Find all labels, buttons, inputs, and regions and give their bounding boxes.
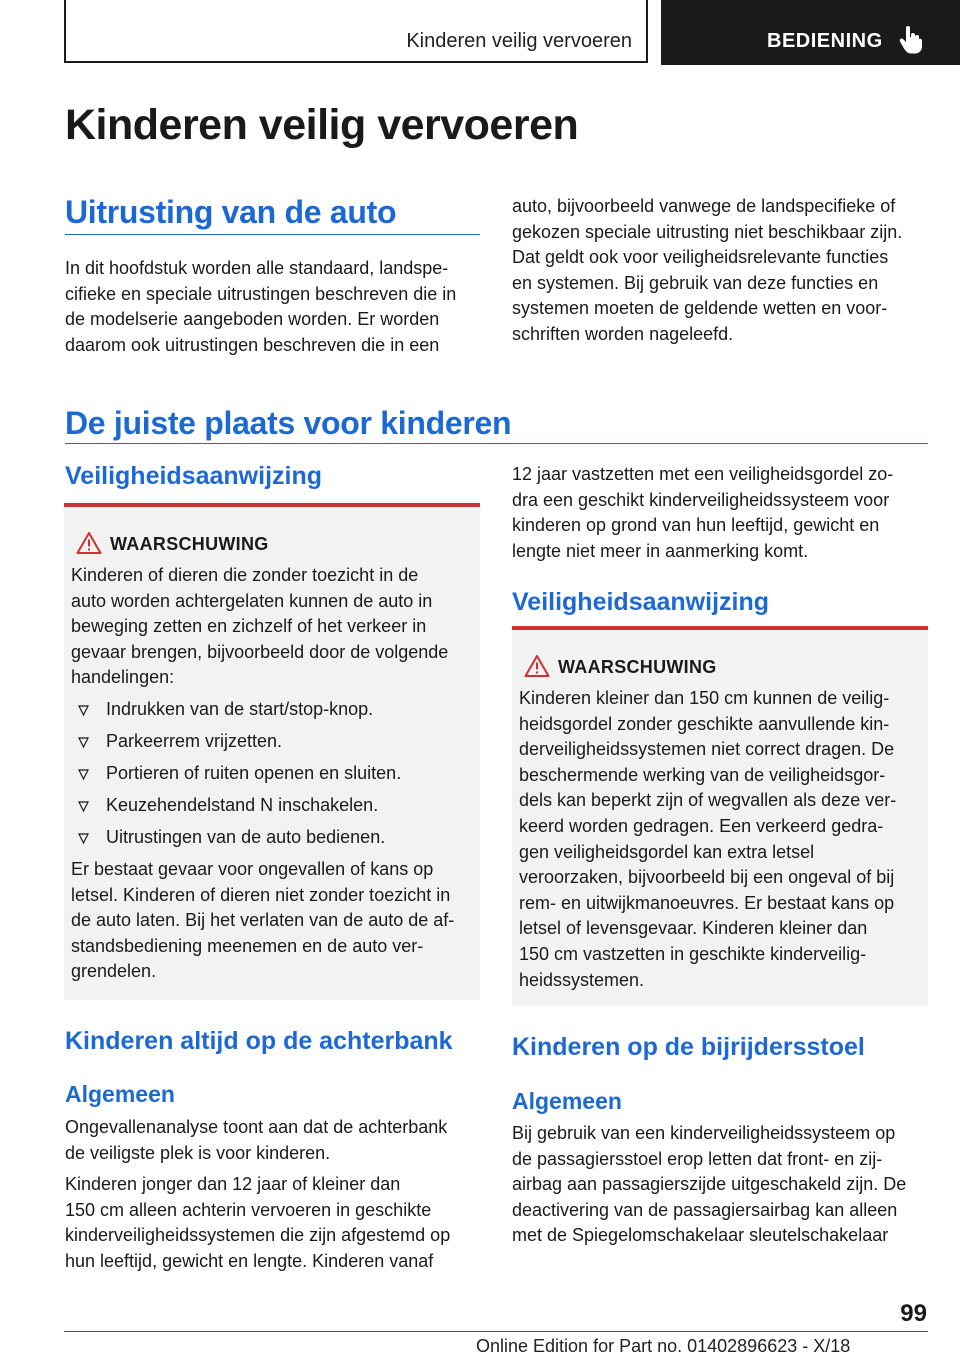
section-rule: [65, 443, 928, 444]
warning-triangle-icon: [524, 654, 550, 678]
warning-label: WAARSCHUWING: [558, 657, 717, 677]
backseat-paragraph-2: Kinderen jonger dan 12 jaar of kleiner dan 150 cm alleen achterin vervoeren in geschikte kinderveiligheidssystemen die zijn afgestemd op hun leeftijd, gewicht en lengte. Kinderen vanaf: [65, 1174, 451, 1271]
section-rule: [65, 234, 480, 235]
triangle-bullet-icon: [78, 801, 89, 812]
triangle-bullet-icon: [78, 737, 89, 748]
footer-edition: Online Edition for Part no. 01402896623 - X/18: [476, 1336, 851, 1356]
backseat-paragraph-1: Ongevallenanalyse toont aan dat de achterbank de veiligste plek is voor kinderen.: [65, 1117, 448, 1163]
backseat-title: Kinderen altijd op de achterbank: [65, 1027, 453, 1055]
warning-action-list: [78, 697, 401, 857]
page-title: Kinderen veilig vervoeren: [65, 101, 579, 149]
page-number: 99: [900, 1300, 927, 1327]
list-item: Parkeerrem vrijzetten.: [78, 729, 401, 761]
header-chapter-title: Kinderen veilig vervoeren: [406, 30, 632, 52]
warning-box-seatbelt: [512, 626, 928, 1006]
safety-heading-right: Veiligheidsaanwijzing: [512, 588, 770, 616]
footer-rule: [64, 1331, 928, 1332]
passenger-subtitle: Algemeen: [512, 1088, 622, 1114]
safety-heading-left: Veiligheidsaanwijzing: [65, 462, 323, 490]
triangle-bullet-icon: [78, 833, 89, 844]
section-title-equipment: Uitrusting van de auto: [65, 194, 397, 230]
equipment-text-left: In dit hoofdstuk worden alle standaard, landspe- cifieke en speciale uitrustingen beschreven die in de modelserie aangeboden worden. Er worden daarom ook uitrustingen beschreven die in een: [65, 258, 457, 355]
warning-text: Kinderen kleiner dan 150 cm kunnen de veilig- heidsgordel zonder geschikte aanvullende kin- derveiligheidssystemen niet correct dragen. De beschermende werking van de veiligheidsgor- dels kan beperkt zijn of wegvallen als deze ver- keerd worden gedragen. Een verkeerd gedra- gen veiligheidsgordel kan extra letsel veroorzaken, bijvoorbeeld bij een ongeval of bij rem- en uitwijkmanoeuvres. Er bestaat kans op letsel of levensgevaar. Kinderen kleiner dan 150 cm vastzetten in geschikte kinderveilig- heidssystemen.: [519, 688, 897, 990]
warning-label: WAARSCHUWING: [110, 534, 269, 554]
backseat-subtitle: Algemeen: [65, 1081, 175, 1107]
warning-box-unattended: [64, 503, 480, 1000]
warning-outro: Er bestaat gevaar voor ongevallen of kans op letsel. Kinderen of dieren niet zonder toezicht in de auto laten. Bij het verlaten van de auto de af- standsbediening meenemen en de auto ver- grendelen.: [71, 859, 455, 982]
triangle-bullet-icon: [78, 705, 89, 716]
seatbelt-paragraph: 12 jaar vastzetten met een veiligheidsgordel zo- dra een geschikt kinderveiligheidssysteem voor kinderen op grond van hun leeftijd, gewicht en lengte niet meer in aanmerking komt.: [512, 464, 894, 561]
section-title-child-seating: De juiste plaats voor kinderen: [65, 405, 512, 441]
triangle-bullet-icon: [78, 769, 89, 780]
passenger-text: Bij gebruik van een kinderveiligheidssysteem op de passagiersstoel erop letten dat front- en zij- airbag aan passagierszijde uitgeschakeld zijn. De deactivering van de passagiersairbag kan alleen met de Spiegelomschakelaar sleutelschakelaar: [512, 1123, 907, 1246]
equipment-text-right: auto, bijvoorbeeld vanwege de landspecifieke of gekozen speciale uitrusting niet beschikbaar zijn. Dat geldt ook voor veiligheidsrelevante functies en systemen. Bij gebruik van deze functies en systemen moeten de geldende wetten en voor- schriften worden nageleefd.: [512, 196, 903, 344]
list-item: Portieren of ruiten openen en sluiten.: [78, 761, 401, 793]
warning-intro: Kinderen of dieren die zonder toezicht in de auto worden achtergelaten kunnen de auto in beweging zetten en zichzelf of het verkeer in gevaar brengen, bijvoorbeeld door de volgende handelingen:: [71, 565, 449, 688]
passenger-title: Kinderen op de bijrijdersstoel: [512, 1033, 865, 1061]
warning-triangle-icon: [76, 531, 102, 555]
list-item: Indrukken van de start/stop-knop.: [78, 697, 401, 729]
pointing-hand-icon: [897, 26, 923, 54]
header-chapter-tab: [64, 0, 648, 63]
list-item: Keuzehendelstand N inschakelen.: [78, 793, 401, 825]
header-section-tab: [661, 0, 960, 65]
header-section-label: BEDIENING: [767, 30, 883, 52]
list-item: Uitrustingen van de auto bedienen.: [78, 825, 401, 857]
